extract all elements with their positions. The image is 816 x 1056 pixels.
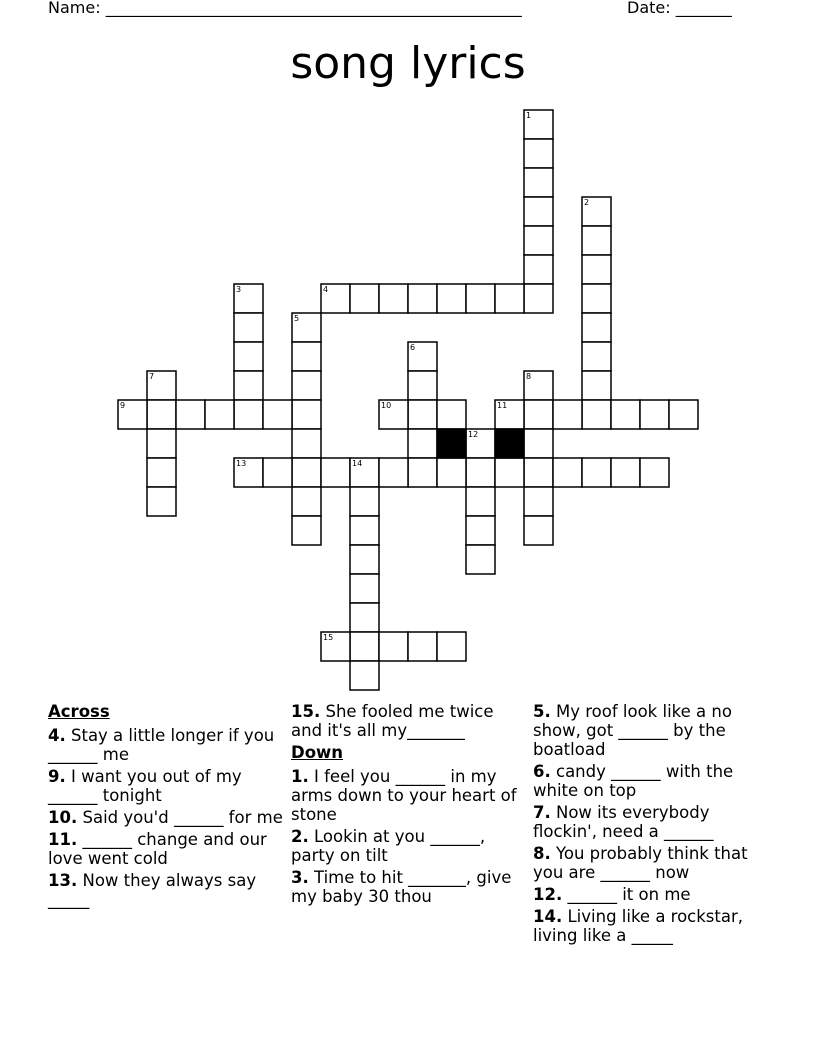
grid-cell[interactable] (234, 400, 263, 429)
clue-text: ______ it on me (562, 885, 691, 904)
grid-cell[interactable] (292, 487, 321, 516)
grid-cell[interactable] (524, 429, 553, 458)
clue-across-3 (48, 830, 283, 868)
clue-column-2 (291, 702, 526, 909)
grid-cell[interactable] (408, 458, 437, 487)
grid-cell[interactable] (582, 226, 611, 255)
clue-across-0 (48, 726, 283, 764)
grid-cell[interactable] (582, 400, 611, 429)
grid-cell[interactable] (292, 516, 321, 545)
clue-text: Now its everybody flockin', need a ______ (533, 803, 714, 841)
grid-cell[interactable] (582, 342, 611, 371)
grid-cell[interactable] (611, 458, 640, 487)
clue-number: 5. (533, 702, 551, 721)
clue-number: 3. (291, 868, 309, 887)
clue-number: 4. (48, 726, 66, 745)
grid-cell[interactable] (611, 400, 640, 429)
grid-cell[interactable] (147, 487, 176, 516)
grid-cell[interactable] (582, 255, 611, 284)
grid-cell[interactable] (379, 632, 408, 661)
grid-cell[interactable] (524, 197, 553, 226)
grid-cell[interactable] (234, 313, 263, 342)
clue-number: 9 (120, 401, 126, 410)
grid-cell[interactable] (379, 284, 408, 313)
grid-cell[interactable] (350, 487, 379, 516)
clue-across-2 (48, 808, 283, 827)
clue-text: Stay a little longer if you ______ me (48, 726, 275, 764)
grid-cell[interactable] (582, 313, 611, 342)
grid-cell[interactable] (176, 400, 205, 429)
black-cell (495, 429, 524, 458)
name-line: ____________________________________________________ (105, 0, 522, 17)
clue-number: 14. (533, 907, 563, 926)
grid-cell[interactable] (437, 632, 466, 661)
clue-text: Now they always say _____ (48, 871, 257, 909)
clue-number: 7. (533, 803, 551, 822)
clue-number: 12. (533, 885, 563, 904)
clue-number: 8 (526, 372, 532, 381)
grid-cell[interactable] (669, 400, 698, 429)
grid-cell[interactable] (292, 400, 321, 429)
clue-down-6 (533, 844, 768, 882)
grid-cell[interactable] (524, 458, 553, 487)
grid-cell[interactable] (553, 400, 582, 429)
grid-cell[interactable] (640, 400, 669, 429)
grid-cell[interactable] (466, 458, 495, 487)
clue-number: 13. (48, 871, 78, 890)
clue-number: 8. (533, 844, 551, 863)
clue-number: 5 (294, 314, 300, 323)
grid-cell[interactable] (379, 458, 408, 487)
clue-number: 15 (323, 633, 334, 642)
grid-cell[interactable] (292, 429, 321, 458)
down-heading: Down (291, 743, 344, 762)
grid-cell[interactable] (408, 400, 437, 429)
clue-across-1 (48, 767, 283, 805)
clue-column-3 (533, 702, 768, 948)
clue-number: 4 (323, 285, 329, 294)
grid-cell[interactable] (437, 400, 466, 429)
clue-number: 1. (291, 767, 309, 786)
clue-text: Time to hit _______, give my baby 30 thou (291, 868, 512, 906)
grid-cell[interactable] (234, 342, 263, 371)
clue-number: 11 (497, 401, 508, 410)
black-cell (437, 429, 466, 458)
page-title: song lyrics (290, 38, 526, 89)
clue-column-1 (48, 702, 283, 912)
grid-cell[interactable] (495, 284, 524, 313)
grid-cell[interactable] (437, 458, 466, 487)
grid-cell[interactable] (147, 429, 176, 458)
clue-across-4 (48, 871, 283, 909)
grid-cell[interactable] (292, 371, 321, 400)
clue-text: I feel you ______ in my arms down to your heart of stone (291, 767, 517, 824)
grid-cell[interactable] (350, 574, 379, 603)
clue-number: 6 (410, 343, 416, 352)
clue-number: 2. (291, 827, 309, 846)
clue-down-8 (533, 907, 768, 945)
grid-cell[interactable] (350, 661, 379, 690)
name-label: Name: (48, 0, 101, 17)
grid-cell[interactable] (234, 371, 263, 400)
grid-cell[interactable] (350, 603, 379, 632)
clue-down-3 (533, 702, 768, 759)
grid-cell[interactable] (408, 632, 437, 661)
grid-cell[interactable] (524, 400, 553, 429)
grid-cell[interactable] (147, 458, 176, 487)
clue-number: 14 (352, 459, 363, 468)
clue-number: 12 (468, 430, 479, 439)
grid-cell[interactable] (292, 342, 321, 371)
date-line: _______ (675, 0, 732, 17)
clue-text: ______ change and our love went cold (48, 830, 267, 868)
clue-number: 10 (381, 401, 392, 410)
grid-cell[interactable] (408, 429, 437, 458)
grid-cell[interactable] (582, 371, 611, 400)
grid-cell[interactable] (350, 632, 379, 661)
clue-number: 11. (48, 830, 78, 849)
clue-down-4 (533, 762, 768, 800)
grid-cell[interactable] (553, 458, 582, 487)
grid-cell[interactable] (205, 400, 234, 429)
clue-down-1 (291, 827, 526, 865)
grid-cell[interactable] (524, 487, 553, 516)
clue-text: She fooled me twice and it's all my_______ (291, 702, 494, 740)
clue-text: Lookin at you ______, party on tilt (291, 827, 486, 865)
across-heading: Across (48, 702, 110, 721)
grid-cell[interactable] (582, 284, 611, 313)
grid-cell[interactable] (524, 226, 553, 255)
grid-cell[interactable] (466, 516, 495, 545)
clue-text: candy ______ with the white on top (533, 762, 734, 800)
clue-down-0 (291, 767, 526, 824)
grid-cell[interactable] (582, 458, 611, 487)
grid-cell[interactable] (640, 458, 669, 487)
clue-down-2 (291, 868, 526, 906)
grid-cell[interactable] (292, 458, 321, 487)
clue-number: 10. (48, 808, 78, 827)
grid-cell[interactable] (408, 371, 437, 400)
clue-text: You probably think that you are ______ now (533, 844, 748, 882)
clue-number: 6. (533, 762, 551, 781)
grid-cell[interactable] (524, 255, 553, 284)
grid-cell[interactable] (350, 516, 379, 545)
grid-cell[interactable] (524, 284, 553, 313)
clue-number: 13 (236, 459, 247, 468)
clue-text: I want you out of my ______ tonight (48, 767, 242, 805)
clue-number: 1 (526, 111, 532, 120)
grid-cell[interactable] (524, 168, 553, 197)
grid-cell[interactable] (408, 284, 437, 313)
clue-number: 9. (48, 767, 66, 786)
clue-number: 2 (584, 198, 590, 207)
clue-text: Living like a rockstar, living like a _____ (533, 907, 744, 945)
clue-down-7 (533, 885, 768, 904)
grid-cell[interactable] (263, 458, 292, 487)
grid-cell[interactable] (524, 516, 553, 545)
clue-across-5 (291, 702, 526, 740)
grid-cell[interactable] (495, 458, 524, 487)
grid-cell[interactable] (466, 284, 495, 313)
grid-cell[interactable] (466, 545, 495, 574)
clue-text: Said you'd ______ for me (77, 808, 283, 827)
grid-cell[interactable] (263, 400, 292, 429)
grid-cell[interactable] (466, 487, 495, 516)
clue-down-5 (533, 803, 768, 841)
grid-cell[interactable] (350, 284, 379, 313)
clue-number: 15. (291, 702, 321, 721)
grid-cell[interactable] (321, 458, 350, 487)
date-label: Date: (627, 0, 671, 17)
grid-cell[interactable] (524, 139, 553, 168)
clue-number: 7 (149, 372, 155, 381)
grid-cell[interactable] (350, 545, 379, 574)
clue-text: My roof look like a no show, got ______ by the boatload (533, 702, 732, 759)
clue-number: 3 (236, 285, 242, 294)
grid-cell[interactable] (147, 400, 176, 429)
grid-cell[interactable] (437, 284, 466, 313)
